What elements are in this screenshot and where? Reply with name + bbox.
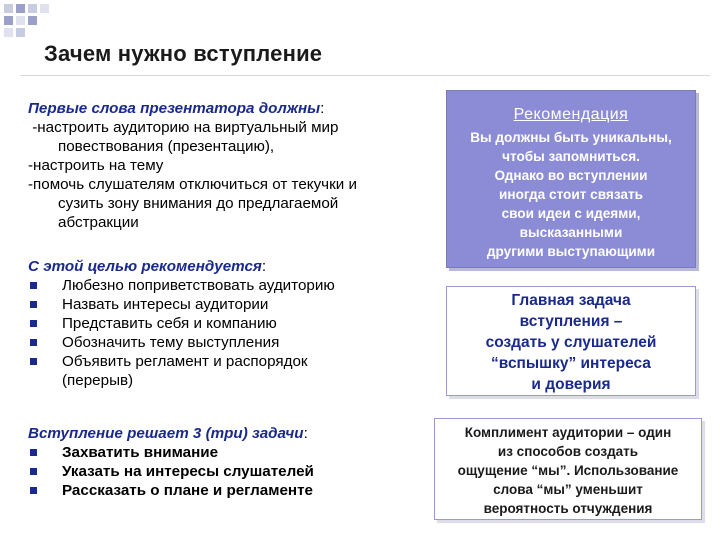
section-heading-text: С этой целью рекомендуется — [28, 258, 262, 275]
list-item: Рассказать о плане и регламенте — [28, 481, 426, 500]
box-line: другими выступающими — [486, 244, 656, 259]
deco-square — [4, 4, 13, 13]
title-divider — [20, 75, 710, 76]
deco-square — [40, 4, 49, 13]
box-line: “вспышку” интереса — [491, 355, 651, 372]
box-line: вступления – — [519, 313, 623, 330]
deco-square — [28, 16, 37, 25]
section-heading — [28, 424, 426, 443]
recommendation-header: Рекомендация — [513, 106, 629, 123]
section-heading-text: Вступление решает 3 (три) задачи — [28, 425, 304, 442]
deco-square — [28, 4, 37, 13]
bullet-square-icon — [30, 282, 37, 289]
list-item: Назвать интересы аудитории — [28, 295, 426, 314]
recommendation-box — [446, 90, 696, 268]
list-item: Указать на интересы слушателей — [28, 462, 426, 481]
bullet-square-icon — [30, 301, 37, 308]
bullet-square-icon — [30, 487, 37, 494]
box-line: Однако во вступлении — [494, 168, 648, 183]
heading-colon: : — [261, 258, 267, 275]
list-item-continuation: (перерыв) — [62, 372, 134, 389]
section-three-tasks — [28, 424, 426, 500]
list-item: Объявить регламент и распорядок — [28, 352, 426, 371]
box-line: высказанными — [519, 225, 623, 240]
bullet-square-icon — [30, 358, 37, 365]
heading-colon: : — [303, 425, 308, 442]
text-line: абстракции — [58, 214, 139, 231]
list-item: Представить себя и компанию — [28, 314, 426, 333]
text-line: -настроить на тему — [28, 157, 164, 174]
page-title: Зачем нужно вступление — [44, 41, 323, 66]
section-heading-text: Первые слова презентатора должны — [28, 100, 321, 117]
bullet-square-icon — [30, 468, 37, 475]
deco-square — [16, 16, 25, 25]
box-line: вероятность отчуждения — [483, 501, 653, 516]
corner-decoration — [0, 0, 60, 40]
box-line: создать у слушателей — [485, 334, 657, 351]
text-line: -помочь слушателям отключиться от текучки и — [28, 176, 357, 193]
box-line: свои идеи с идеями, — [501, 206, 641, 221]
box-line: Вы должны быть уникальны, — [470, 130, 672, 145]
bullet-square-icon — [30, 449, 37, 456]
box-line: Комплимент аудитории – один — [464, 425, 672, 440]
deco-square — [4, 16, 13, 25]
box-line: Главная задача — [511, 292, 631, 309]
text-line: -настроить аудиторию на виртуальный мир — [28, 119, 339, 136]
box-line: из способов создать — [497, 444, 639, 459]
bullet-square-icon — [30, 339, 37, 346]
bullet-list — [28, 443, 426, 500]
text-line: сузить зону внимания до предлагаемой — [58, 195, 339, 212]
deco-square — [16, 28, 25, 37]
compliment-box — [434, 418, 702, 520]
heading-colon: : — [320, 100, 325, 117]
list-item: Любезно поприветствовать аудиторию — [28, 276, 426, 295]
section-first-words — [28, 99, 426, 232]
box-line: и доверия — [531, 376, 611, 393]
text-line: повествования (презентацию), — [58, 138, 275, 155]
list-item: Захватить внимание — [28, 443, 426, 462]
box-line: чтобы запомниться. — [502, 149, 640, 164]
main-task-box — [446, 286, 696, 396]
section-heading — [28, 99, 426, 118]
section-heading — [28, 257, 426, 276]
bullet-list — [28, 276, 426, 390]
section-recommended — [28, 257, 426, 390]
list-item: Обозначить тему выступления — [28, 333, 426, 352]
deco-square — [16, 4, 25, 13]
box-line: ощущение “мы”. Использование — [457, 463, 679, 478]
box-line: иногда стоит связать — [499, 187, 643, 202]
deco-square — [4, 28, 13, 37]
bullet-square-icon — [30, 320, 37, 327]
box-line: слова “мы” уменьшит — [493, 482, 643, 497]
